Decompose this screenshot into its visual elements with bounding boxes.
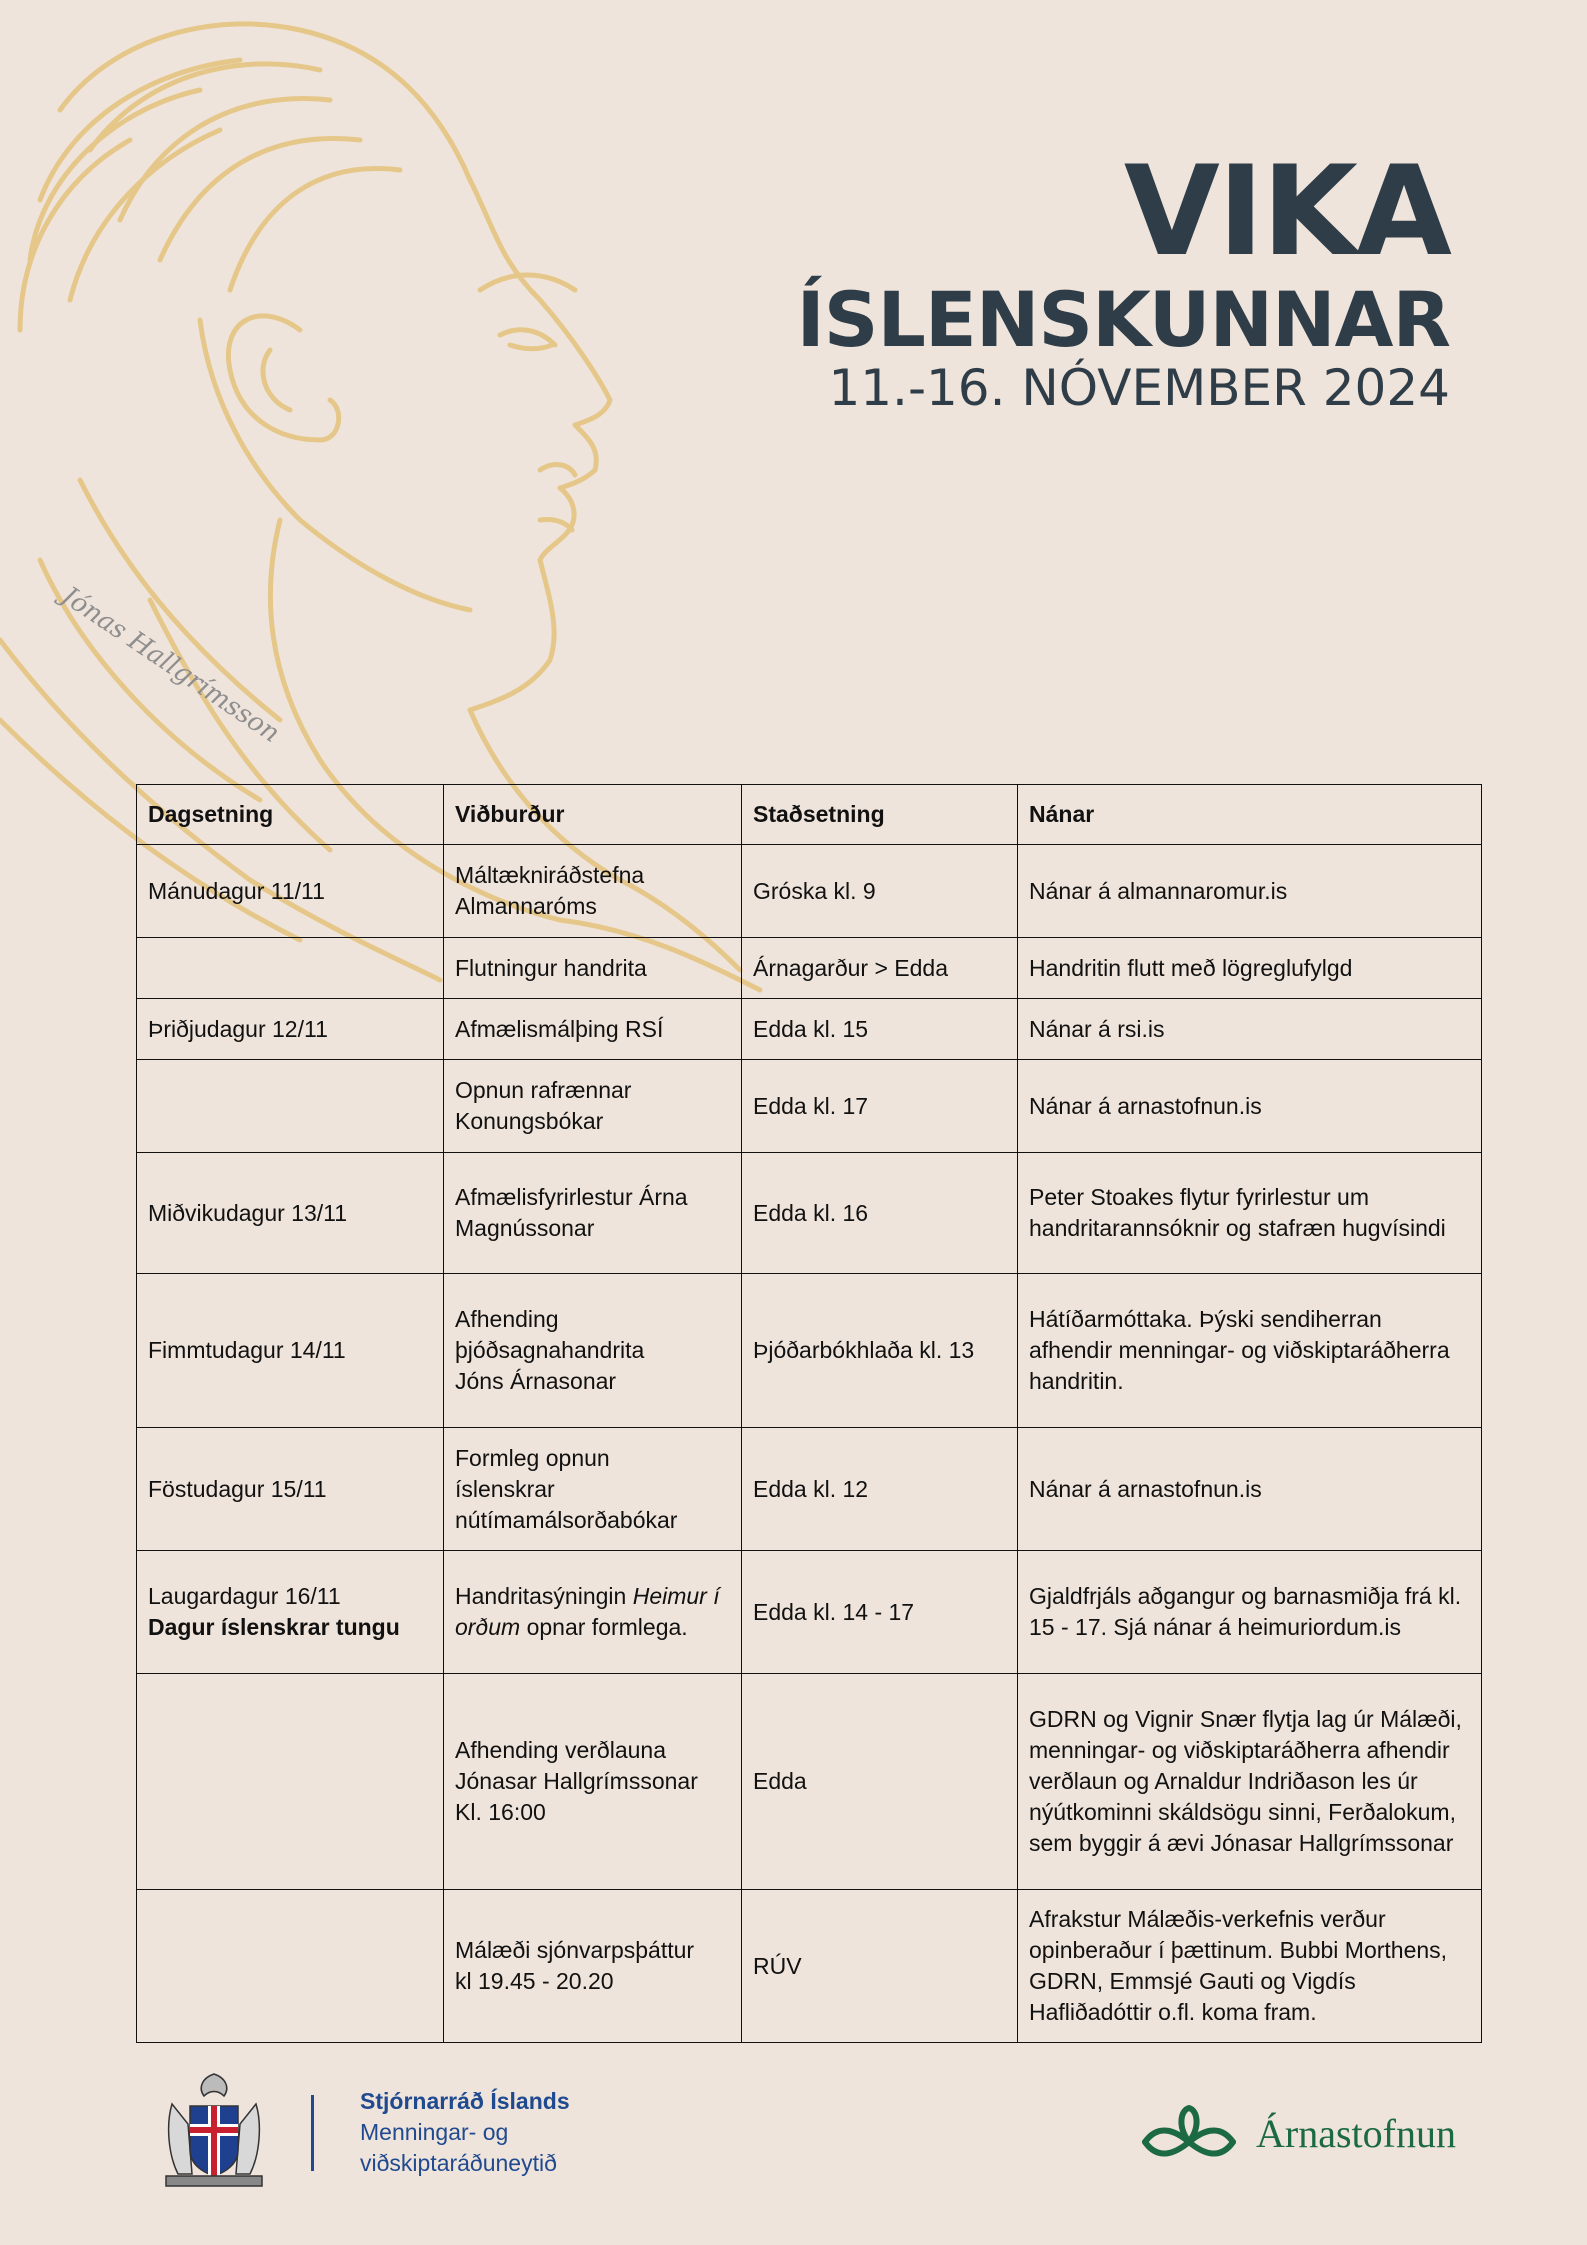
title-islenskunnar: ÍSLENSKUNNAR bbox=[796, 275, 1450, 364]
cell-location: Edda kl. 14 - 17 bbox=[742, 1551, 1018, 1674]
table-row bbox=[137, 1274, 1482, 1428]
cell-event: Handritasýningin Heimur í orðum opnar formlega. bbox=[444, 1551, 742, 1674]
table-row bbox=[137, 1890, 1482, 2043]
cell-event: Flutningur handrita bbox=[444, 938, 742, 999]
cell-date bbox=[137, 938, 444, 999]
cell-location: Edda kl. 12 bbox=[742, 1428, 1018, 1551]
table-row bbox=[137, 1153, 1482, 1274]
cell-location: RÚV bbox=[742, 1890, 1018, 2043]
cell-event: Formleg opnun íslenskrar nútímamálsorðabókar bbox=[444, 1428, 742, 1551]
cell-location: Edda kl. 17 bbox=[742, 1060, 1018, 1153]
schedule-table bbox=[136, 784, 1482, 2043]
cell-event: Opnun rafrænnar Konungsbókar bbox=[444, 1060, 742, 1153]
cell-details: Afrakstur Málæðis-verkefnis verður opinberaður í þættinum. Bubbi Morthens, GDRN, Emmsjé Gauti og Vigdís Hafliðadóttir o.fl. koma fram. bbox=[1018, 1890, 1482, 2043]
table-row bbox=[137, 1428, 1482, 1551]
header-location: Staðsetning bbox=[742, 785, 1018, 845]
table-row bbox=[137, 999, 1482, 1060]
table-row bbox=[137, 1060, 1482, 1153]
ministry-name: Stjórnarráð Íslands Menningar- og viðskiptaráðuneytið bbox=[360, 2088, 570, 2176]
table-row bbox=[137, 845, 1482, 938]
cell-details: Handritin flutt með lögreglufylgd bbox=[1018, 938, 1482, 999]
cell-date: Miðvikudagur 13/11 bbox=[137, 1153, 444, 1274]
cell-date: Fimmtudagur 14/11 bbox=[137, 1274, 444, 1428]
cell-event: Afhending þjóðsagnahandrita Jóns Árnasonar bbox=[444, 1274, 742, 1428]
table-header-row bbox=[137, 785, 1482, 845]
portrait-signature: Jónas Hallgrímsson bbox=[56, 580, 285, 749]
cell-details: Nánar á rsi.is bbox=[1018, 999, 1482, 1060]
title-vika: VIKA bbox=[1123, 140, 1450, 284]
cell-date bbox=[137, 1890, 444, 2043]
table-row bbox=[137, 938, 1482, 999]
arnastofnun-logo bbox=[1139, 2102, 1479, 2166]
page-header bbox=[796, 140, 1450, 418]
cell-details: Hátíðarmóttaka. Þýski sendiherran afhendir menningar- og viðskiptaráðherra handritin. bbox=[1018, 1274, 1482, 1428]
cell-location: Árnagarður > Edda bbox=[742, 938, 1018, 999]
cell-date: Föstudagur 15/11 bbox=[137, 1428, 444, 1551]
cell-details: Nánar á almannaromur.is bbox=[1018, 845, 1482, 938]
cell-location: Edda kl. 16 bbox=[742, 1153, 1018, 1274]
institute-name: Árnastofnun bbox=[1256, 2111, 1456, 2156]
cell-details: Peter Stoakes flytur fyrirlestur um handritarannsóknir og stafræn hugvísindi bbox=[1018, 1153, 1482, 1274]
cell-location: Edda bbox=[742, 1674, 1018, 1890]
knot-icon bbox=[1139, 2102, 1239, 2166]
cell-details: GDRN og Vignir Snær flytja lag úr Málæði, menningar- og viðskiptaráðherra afhendir verðlaun og Arnaldur Indriðason les úr nýútkominni skáldsögu sinni, Ferðalokum, sem byggir á ævi Jónasar Hallgrímssonar bbox=[1018, 1674, 1482, 1890]
cell-details: Nánar á arnastofnun.is bbox=[1018, 1428, 1482, 1551]
cell-date bbox=[137, 1060, 444, 1153]
cell-details: Gjaldfrjáls aðgangur og barnasmiðja frá kl. 15 - 17. Sjá nánar á heimuriordum.is bbox=[1018, 1551, 1482, 1674]
cell-date: Þriðjudagur 12/11 bbox=[137, 999, 444, 1060]
coat-of-arms-icon bbox=[158, 2064, 270, 2190]
header-event: Viðburður bbox=[444, 785, 742, 845]
cell-event: Afmælismálþing RSÍ bbox=[444, 999, 742, 1060]
cell-location: Þjóðarbókhlaða kl. 13 bbox=[742, 1274, 1018, 1428]
table-row bbox=[137, 1674, 1482, 1890]
header-date: Dagsetning bbox=[137, 785, 444, 845]
ministry-divider bbox=[311, 2095, 314, 2171]
cell-location: Gróska kl. 9 bbox=[742, 845, 1018, 938]
cell-details: Nánar á arnastofnun.is bbox=[1018, 1060, 1482, 1153]
cell-event: Afmælisfyrirlestur Árna Magnússonar bbox=[444, 1153, 742, 1274]
cell-date: Laugardagur 16/11 Dagur íslenskrar tungu bbox=[137, 1551, 444, 1674]
cell-event: Máltækniráðstefna Almannaróms bbox=[444, 845, 742, 938]
cell-date: Mánudagur 11/11 bbox=[137, 845, 444, 938]
header-details: Nánar bbox=[1018, 785, 1482, 845]
cell-date bbox=[137, 1674, 444, 1890]
cell-event: Málæði sjónvarpsþáttur kl 19.45 - 20.20 bbox=[444, 1890, 742, 2043]
title-dates: 11.-16. NÓVEMBER 2024 bbox=[828, 359, 1450, 417]
cell-event: Afhending verðlauna Jónasar Hallgrímssonar Kl. 16:00 bbox=[444, 1674, 742, 1890]
table-row bbox=[137, 1551, 1482, 1674]
cell-location: Edda kl. 15 bbox=[742, 999, 1018, 1060]
